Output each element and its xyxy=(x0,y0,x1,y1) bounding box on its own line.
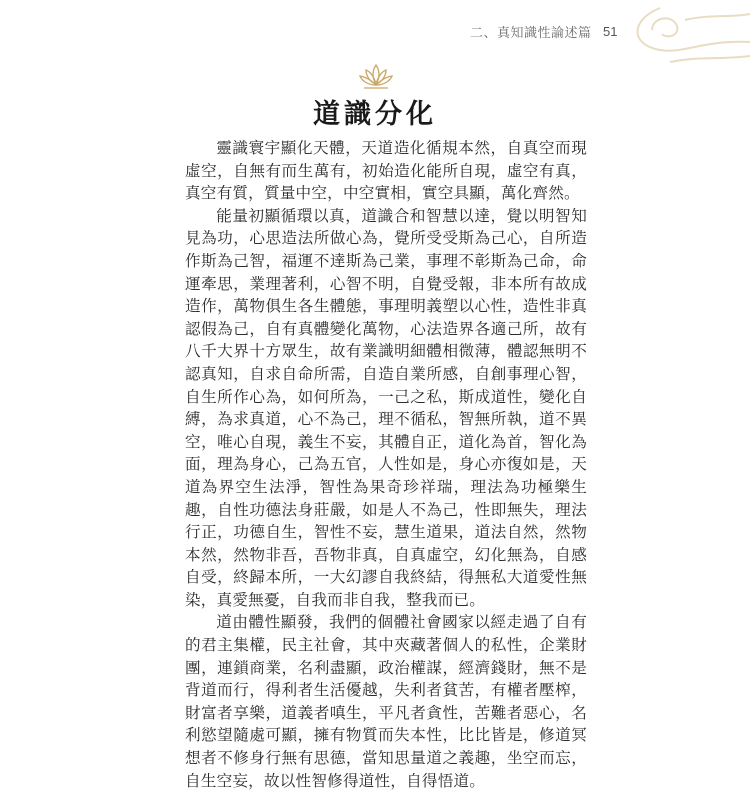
section-title: 二、真知識性論述篇 xyxy=(470,26,592,41)
article-title: 道識分化 xyxy=(313,99,437,130)
article-body xyxy=(185,137,587,792)
page-number: 51 xyxy=(603,24,618,39)
swirl-decoration-icon xyxy=(590,0,750,80)
paragraph: 能量初顯循環以真，道識合和智慧以達，覺以明智知見為功，心思造法所做心為，覺所受受斯為己心，自所造作斯為己智，福運不達斯為己業，事理不彰斯為己命，命運牽思，業理著利，心智不明，自覺受報，非本所有故成造作，萬物俱生各生體態，事理明義塑以心性，造性非真認假為己，自有真體變化萬物，心法造界各適己所，故有八千大界十方眾生，故有業識明細體相微薄，體認無明不認真知，自求自命所需，自造自業所感，自創事理心智，自生所作心為，如何所為，一己之私，斯成道性，變化自縛，為求真道，心不為己，理不循私，智無所執，道不異空，唯心自現，義生不妄，其體自正，道化為首，智化為面，理為身心，己為五官，人性如是，身心亦復如是，天道為界空生法淨，智性為果奇珍祥瑞，理法為功極樂生趣，自性功德法身莊嚴，如是人不為己，性即無失，理法行正，功德自生，智性不妄，慧生道果，道法自然，然物本然，然物非吾，吾物非真，自真虛空，幻化無為，自感自受，終歸本所，一大幻謬自我終結，得無私大道愛性無染，真愛無憂，自我而非自我，整我而已。 xyxy=(185,206,587,609)
paragraph: 靈識寰宇顯化天體，天道造化循規本然，自真空而現虛空，自無有而生萬有，初始造化能所自現，虛空有真，真空有質，質量中空，中空實相，實空具顯，萬化齊然。 xyxy=(185,139,587,203)
lotus-ornament-icon xyxy=(358,62,394,92)
paragraph: 道由體性顯發，我們的個體社會國家以經走過了自有的君主集權，民主社會，其中夾藏著個人的私性，企業財團，連鎖商業，名利盡顯，政治權謀，經濟錢財，無不是背道而行，得利者生活優越，失利者貧苦，有權者壓榨，財富者享樂，道義者嗔生，平凡者貪性，苦難者惡心，名利慾望隨處可顯，擁有物質而失本性，比比皆是，修道冥想者不修身行無有思德，當知思量道之義趣，坐空而忘，自生空妄，故以性智修得道性，自得悟道。 xyxy=(185,613,587,790)
